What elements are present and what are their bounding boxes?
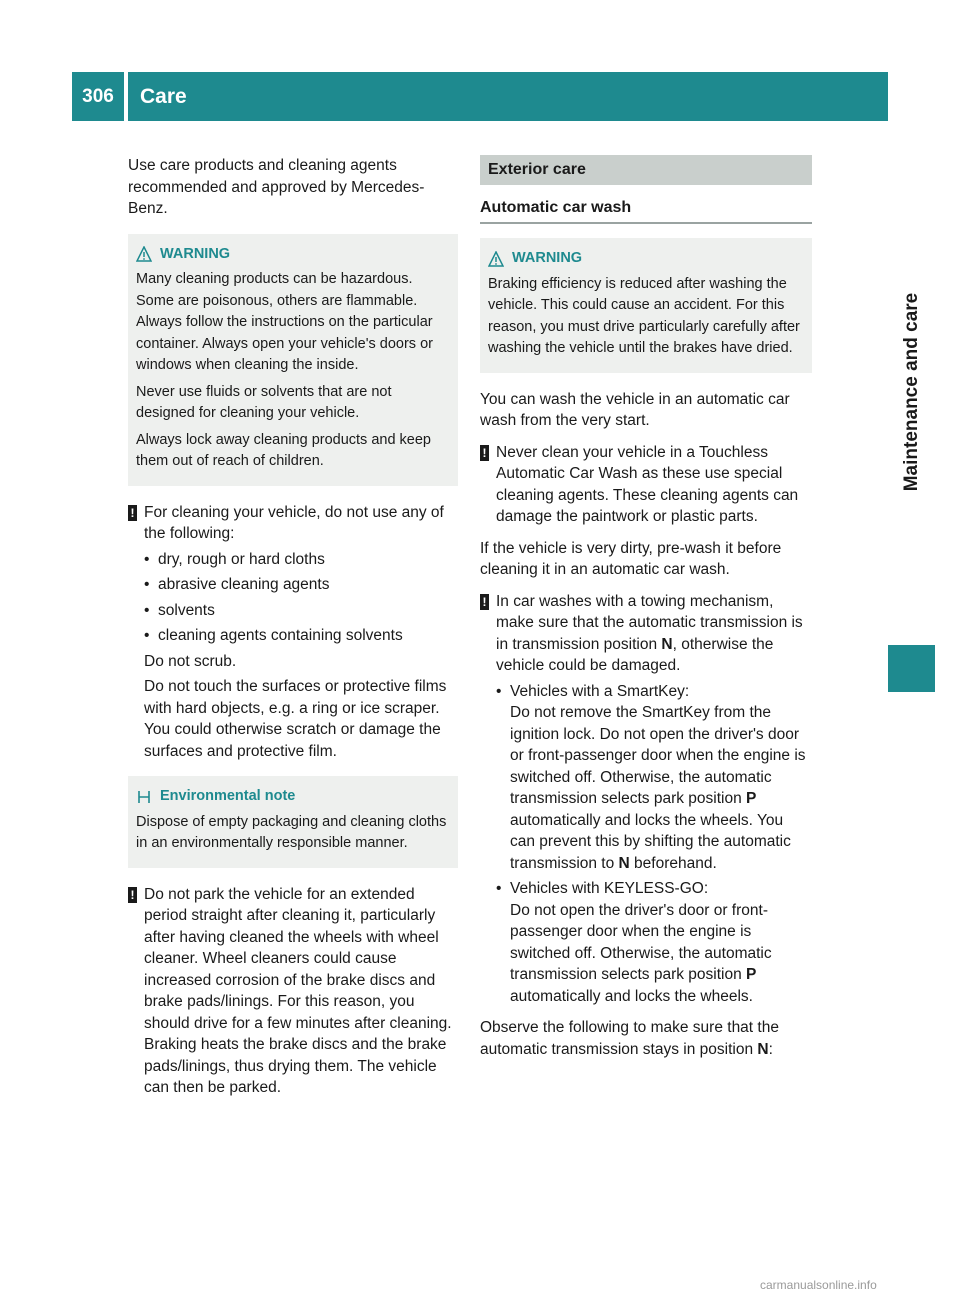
environment-icon (136, 789, 152, 805)
environmental-note-text: Dispose of empty packaging and cleaning cloths in an environmentally responsible manner. (136, 813, 447, 851)
bullet-list (144, 549, 458, 647)
caution-text: In car washes with a towing mechanism, make sure that the automatic transmission is in transmission position N, otherwise the vehicle could be damaged. (496, 592, 803, 674)
side-tab-label: Maintenance and care (901, 292, 922, 492)
exclamation-icon: ! (480, 445, 489, 461)
footer-watermark: carmanualsonline.info (760, 1278, 877, 1292)
warning-box (128, 234, 458, 486)
exclamation-icon: ! (128, 887, 137, 903)
list-item: • dry, rough or hard cloths (144, 550, 325, 568)
caution-text: For cleaning your vehicle, do not use any of the following: (144, 503, 444, 542)
left-column (128, 155, 458, 1109)
caution-note (128, 884, 458, 1099)
side-tab-marker (888, 645, 935, 692)
environmental-note-title (136, 786, 450, 808)
warning-triangle-icon (136, 246, 152, 262)
list-item-label: Vehicles with KEYLESS-GO: (510, 880, 709, 897)
list-item: • solvents (144, 601, 215, 619)
warning-paragraph: Many cleaning products can be hazardous. Some are poisonous, others are flammable. Always follow the instructions on the particular container. Always open your vehicle's doors or windows when cleaning the inside. (136, 271, 433, 373)
caution-text: Do not park the vehicle for an extended period straight after cleaning it, particularly after having cleaned the wheels with wheel cleaner. Wheel cleaners could cause increased corrosion of the brake discs and brake pads/linings. For this reason, you should drive for a few minutes after cleaning. Braking heats the brake discs and the brake pads/linings, thus drying them. The vehicle can then be parked. (144, 885, 452, 1096)
caution-text: Never clean your vehicle in a Touchless Automatic Car Wash as these use special cleaning agents. These cleaning agents can damage the paintwork or plastic parts. (496, 443, 799, 525)
body-paragraph: You can wash the vehicle in an automatic car wash from the very start. (480, 390, 790, 429)
environmental-note-title-text: Environmental note (160, 788, 296, 804)
caution-after: Do not touch the surfaces or protective films with hard objects, e.g. a ring or ice scraper. You could otherwise scratch or damage the surfaces and protective film. (144, 678, 447, 760)
list-item: • Vehicles with KEYLESS-GO: Do not open the driver's door or front-passenger door when the engine is switched off. Otherwise, the automatic transmission selects park position P automatically and locks the wheels. (496, 878, 812, 1007)
caution-note (128, 502, 458, 763)
page-title: Care (128, 72, 888, 121)
body-paragraph: If the vehicle is very dirty, pre-wash it before cleaning it in an automatic car wash. (480, 539, 782, 578)
warning-title (136, 244, 450, 266)
caution-note (480, 591, 812, 1008)
subsection-heading: Automatic car wash (480, 193, 812, 225)
warning-title-text: WARNING (160, 245, 231, 262)
list-item-text: Do not remove the SmartKey from the ignition lock. Do not open the driver's door or front-passenger door when the engine is switched off. Otherwise, the automatic transmission selects park position P automatically and locks the wheels. You can prevent this by shifting the automatic transmission to N beforehand. (510, 704, 806, 872)
right-column (480, 155, 812, 1070)
list-item: • abrasive cleaning agents (144, 576, 330, 593)
exclamation-icon: ! (128, 505, 137, 521)
warning-paragraph: Always lock away cleaning products and keep them out of reach of children. (136, 431, 431, 469)
bullet-list (496, 681, 812, 1008)
list-item-label: Vehicles with a SmartKey: (510, 682, 690, 700)
warning-box (480, 238, 812, 373)
warning-paragraph: Never use fluids or solvents that are not designed for cleaning your vehicle. (136, 383, 392, 421)
page-number: 306 (72, 72, 124, 121)
caution-after: Do not scrub. (144, 652, 237, 670)
warning-paragraph: Braking efficiency is reduced after washing the vehicle. This could cause an accident. For this reason, you must drive particularly carefully after washing the vehicle until the brakes have dried. (488, 275, 800, 356)
list-item-text: Do not open the driver's door or front-passenger door when the engine is switched off. Otherwise, the automatic transmission selects park position P automatically and locks the wheels. (510, 901, 772, 1005)
list-item: • cleaning agents containing solvents (144, 627, 403, 644)
section-heading: Exterior care (480, 155, 812, 185)
intro-text: Use care products and cleaning agents recommended and approved by Mercedes-Benz. (128, 157, 425, 217)
warning-title (488, 248, 804, 270)
warning-triangle-icon (488, 251, 504, 267)
warning-title-text: WARNING (512, 250, 583, 266)
body-paragraph: Observe the following to make sure that the automatic transmission stays in position N: (480, 1019, 779, 1058)
list-item: • Vehicles with a SmartKey: Do not remove the SmartKey from the ignition lock. Do not open the driver's door or front-passenger door when the engine is switched off. Otherwise, the automatic transmission selects park position P automatically and locks the wheels. You can prevent this by shifting the automatic transmission to N beforehand. (496, 681, 812, 875)
exclamation-icon: ! (480, 594, 489, 610)
caution-note (480, 442, 812, 528)
environmental-note-box (128, 776, 458, 868)
